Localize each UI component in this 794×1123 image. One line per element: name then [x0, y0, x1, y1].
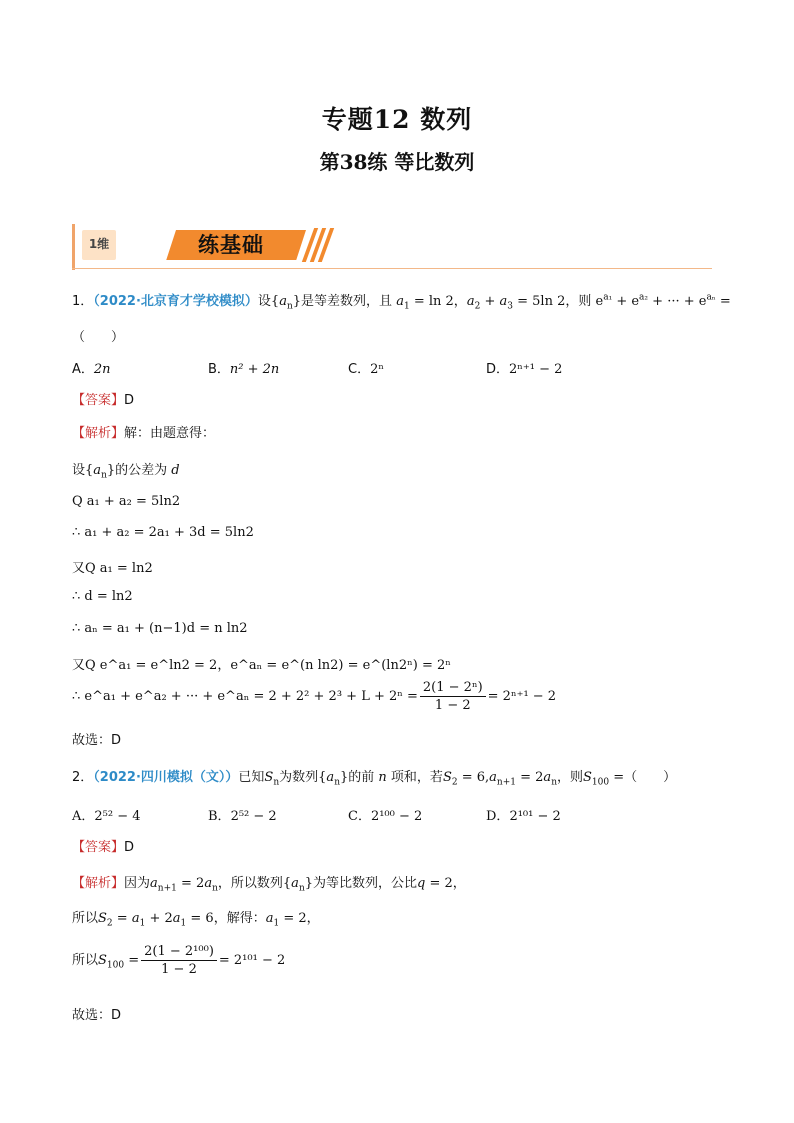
option-value: 2¹⁰⁰ − 2 [370, 809, 423, 824]
q1-stem-text: ，则 [565, 294, 592, 309]
analysis-text: ， [452, 876, 466, 891]
q2-blank: （ ） [624, 770, 677, 785]
q2-source: （2022·四川模拟（文）） [93, 770, 239, 785]
q2-stem-text: ，则 [556, 770, 583, 785]
q2-seq: $\{a_n\}$ [282, 876, 314, 894]
fraction-denominator: 1 − 2 [161, 962, 197, 977]
q2-cond: $S_2 = 6,a_{n+1} = 2a_n$ [442, 770, 557, 788]
analysis-text: 因为 [124, 876, 151, 891]
q2-stem-text: 为数列 [279, 770, 319, 785]
section-bottom-rule [72, 268, 712, 269]
analysis-text: 所以 [72, 911, 99, 926]
page-title: 专题12 数列 [321, 105, 473, 134]
q1-step-7 [72, 654, 451, 673]
q1-expr: $e^{a_1} + e^{a_2}$ + ··· + $e^{a_n}$ = [591, 292, 731, 309]
q2-number: 2． [72, 770, 94, 785]
q2-seq: $\{a_n\}$ [318, 770, 349, 788]
option-label: A． [72, 362, 94, 377]
var-n: n [374, 770, 391, 785]
step-math: = 2ⁿ⁺¹ − 2 [487, 689, 557, 704]
fraction-numerator: 2(1 − 2ⁿ) [420, 680, 486, 697]
section-badge: 1维 [82, 230, 116, 260]
q1-step-2: Q a₁ + a₂ = 5ln2 [72, 494, 181, 509]
q1-step-4 [72, 557, 153, 576]
option-value: 2ⁿ [370, 362, 384, 377]
q2-stem-text: 已知 [238, 770, 265, 785]
fraction-numerator: 2(1 − 2¹⁰⁰) [141, 944, 217, 961]
q1-stem-text: 设 [257, 294, 271, 309]
step-math: Q e^a₁ = e^ln2 = 2 [85, 658, 218, 673]
analysis-math: = 2¹⁰¹ − 2 [218, 953, 286, 968]
q1-blank: （ ） [72, 330, 125, 345]
option-label: C． [348, 362, 371, 377]
analysis-label: 【解析】 [72, 876, 125, 891]
ratio: q = 2 [417, 876, 453, 891]
q2-analysis-3 [72, 944, 285, 977]
var-s100: $S_{100}$ = [98, 953, 140, 971]
q1-option-b[interactable] [208, 358, 279, 377]
q1-cond1: $a_1 = \ln 2$ [396, 294, 454, 312]
q1-seq: $\{a_n\}$ [85, 463, 116, 481]
step-text: 设 [72, 463, 86, 478]
option-value: 2¹⁰¹ − 2 [509, 809, 561, 824]
var-s100: $S_{100}$ = [583, 770, 625, 788]
q2-conclusion: 故选：D [72, 1008, 122, 1023]
q2-option-b[interactable] [208, 805, 277, 824]
option-value: 2⁵² − 2 [230, 809, 277, 824]
q1-option-c[interactable] [348, 358, 384, 377]
step-math: Q a₁ = ln2 [85, 561, 153, 576]
q1-analysis-head [72, 422, 215, 441]
option-value: n² + 2n [229, 362, 280, 377]
q2-option-d[interactable] [486, 805, 561, 824]
option-label: D． [486, 809, 510, 824]
sum-eq: $S_2 = a_1 + 2a_1 = 6$ [98, 911, 214, 929]
option-label: A． [72, 809, 95, 824]
q2-answer [72, 836, 134, 855]
q1-step-8 [72, 680, 556, 713]
recurrence: $a_{n+1} = 2a_n$ [150, 876, 218, 894]
section-label: 练基础 [198, 233, 264, 257]
q1-step-3: ∴ a₁ + a₂ = 2a₁ + 3d = 5ln2 [72, 525, 254, 540]
fraction [141, 944, 217, 977]
analysis-text: ，解得： [213, 911, 266, 926]
option-label: C． [348, 809, 371, 824]
section-tag-shape-left [182, 230, 196, 260]
q2-option-c[interactable] [348, 805, 422, 824]
step-text: 又 [72, 561, 86, 576]
step-math: e^aₙ = e^(n ln2) = e^(ln2ⁿ) = 2ⁿ [230, 658, 451, 673]
option-value: 2n [93, 362, 111, 377]
analysis-label: 【解析】 [72, 426, 125, 441]
q1-source: （2022·北京育才学校模拟） [93, 294, 258, 309]
q1-number: 1． [72, 294, 94, 309]
q2-stem-text: 的前 [348, 770, 375, 785]
option-label: B． [208, 809, 231, 824]
answer-label: 【答案】 [72, 840, 125, 855]
q1-option-d[interactable] [486, 358, 562, 377]
step-text: ， [217, 658, 231, 673]
q2-analysis-2 [72, 907, 320, 929]
q2-stem [72, 766, 676, 788]
fraction-denominator: 1 − 2 [434, 698, 471, 713]
q2-analysis-1 [72, 872, 466, 894]
q1-stem: 1．（2022·北京育才学校模拟）设$\{a_n\}$是等差数列，且 $a_1 = \ln 2$，$a_2 + a_3 = 5\ln$ 2，则 $e^{a_1} + e^{a_2}$ + ··· + $e^{a_n}$ = [72, 292, 731, 312]
analysis-text: 为等比数列，公比 [313, 876, 418, 891]
q1-step-5: ∴ d = ln2 [72, 589, 133, 604]
option-value: 2⁵² − 4 [94, 809, 141, 824]
a1-value: $a_1 = 2$ [265, 911, 307, 929]
answer-label: 【答案】 [72, 393, 125, 408]
section-left-rule [72, 224, 75, 270]
answer-value: D [124, 393, 135, 408]
answer-value: D [124, 840, 135, 855]
q2-option-a[interactable] [72, 805, 141, 824]
q1-cond2: $a_2 + a_3 = 5\ln$ 2 [466, 294, 566, 312]
option-value: 2ⁿ⁺¹ − 2 [509, 362, 563, 377]
q1-stem-text: 是等差数列，且 [301, 294, 393, 309]
q1-option-a[interactable] [72, 358, 111, 377]
analysis-text: 所以 [72, 953, 99, 968]
step-text: 的公差为 [115, 463, 168, 478]
section-header [72, 224, 712, 270]
fraction [420, 680, 486, 713]
var-sn: $S_n$ [264, 770, 280, 788]
analysis-intro: 解：由题意得： [124, 426, 216, 441]
step-text: 又 [72, 658, 86, 673]
q1-step-6: ∴ aₙ = a₁ + (n−1)d = n ln2 [72, 621, 248, 636]
q1-seq: $\{a_n\}$ [270, 294, 302, 312]
analysis-text: ， [306, 911, 320, 926]
step-math: ∴ e^a₁ + e^a₂ + ··· + e^aₙ = 2 + 2² + 2³ + L + 2ⁿ = [72, 689, 418, 704]
page-subtitle: 第38练 等比数列 [319, 150, 475, 174]
option-label: B． [208, 362, 230, 377]
q1-conclusion: 故选：D [72, 733, 122, 748]
option-label: D． [486, 362, 510, 377]
q1-answer [72, 389, 134, 408]
analysis-text: ，所以数列 [217, 876, 283, 891]
q1-step-1 [72, 459, 180, 481]
var-d: d [167, 463, 180, 478]
q2-stem-text: 项和，若 [390, 770, 443, 785]
